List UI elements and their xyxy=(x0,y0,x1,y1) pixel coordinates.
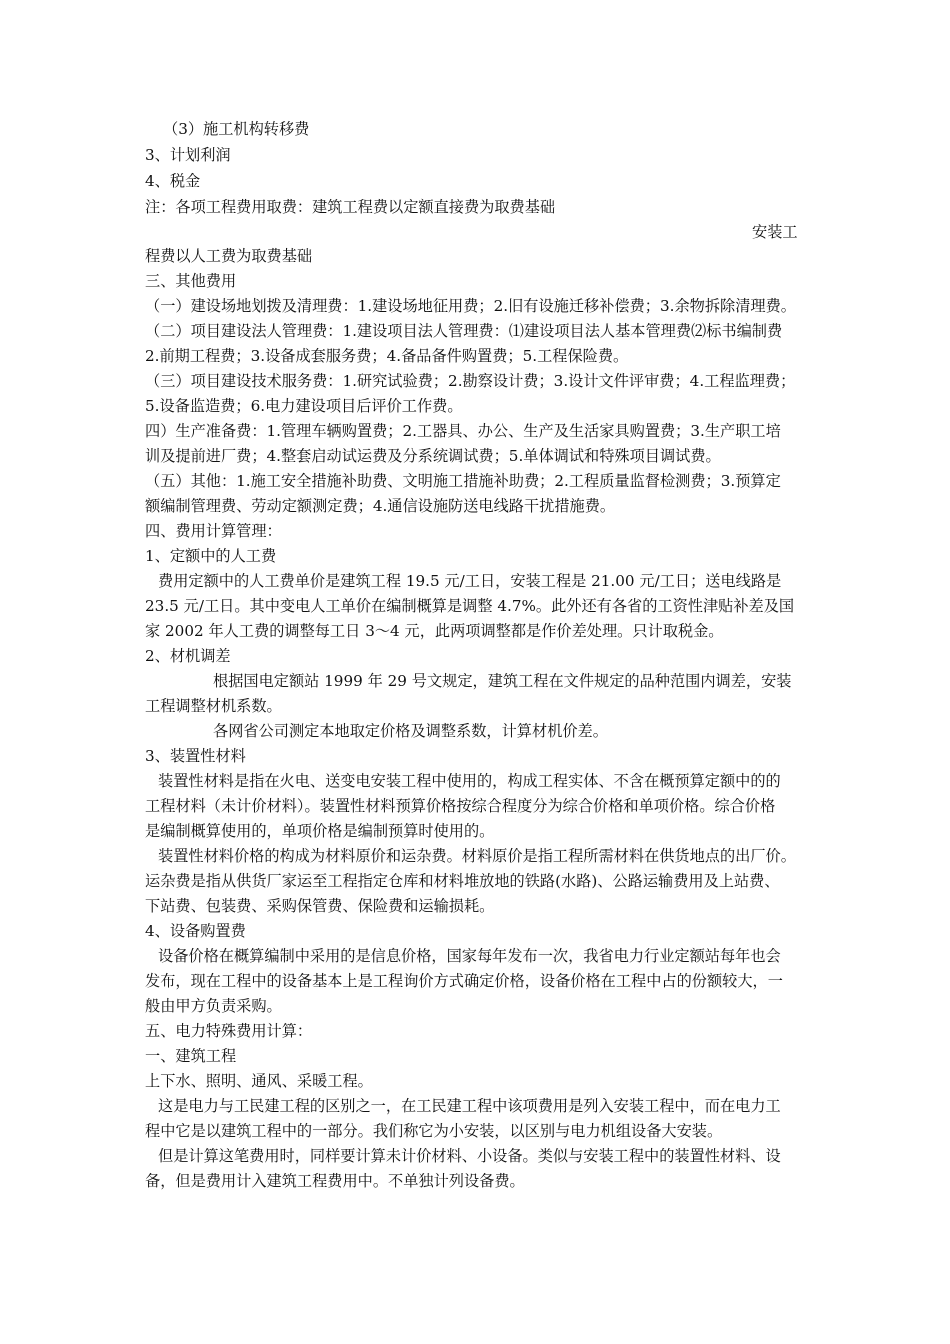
paragraph-line: 下站费、包装费、采购保管费、保险费和运输损耗。 xyxy=(145,897,495,915)
paragraph-line: 程中它是以建筑工程中的一部分。我们称它为小安装，以区别与电力机组设备大安装。 xyxy=(145,1122,723,1140)
paragraph-line: 家 2002 年人工费的调整每工日 3～4 元，此两项调整都是作价差处理。只计取税金。 xyxy=(145,622,724,640)
section-heading: 4、税金 xyxy=(145,172,201,190)
text-line: （二）项目建设法人管理费：1.建设项目法人管理费：⑴建设项目法人基本管理费⑵标书编制费 xyxy=(145,322,783,340)
text-line: （三）项目建设技术服务费：1.研究试验费；2.勘察设计费；3.设计文件评审费；4.工程监理费； xyxy=(145,372,796,390)
paragraph-line: 各网省公司测定本地取定价格及调整系数，计算材机价差。 xyxy=(213,722,608,740)
note-line-continued: 安装工 xyxy=(752,223,798,241)
section-heading: 五、电力特殊费用计算： xyxy=(145,1022,313,1040)
paragraph-line: 发布，现在工程中的设备基本上是工程询价方式确定价格，设备价格在工程中占的份额较大，一 xyxy=(145,972,783,990)
paragraph-line: 备，但是费用计入建筑工程费用中。不单独计列设备费。 xyxy=(145,1172,525,1190)
text-line: 5.设备监造费；6.电力建设项目后评价工作费。 xyxy=(145,397,463,415)
section-heading: 三、其他费用 xyxy=(145,272,237,290)
section-heading: 3、计划利润 xyxy=(145,146,231,164)
paragraph-line: 根据国电定额站 1999 年 29 号文规定，建筑工程在文件规定的品种范围内调差，安装 xyxy=(213,672,792,690)
paragraph-line: 工程材料（未计价材料）。装置性材料预算价格按综合程度分为综合价格和单项价格。综合价格 xyxy=(145,797,776,815)
paragraph-line: 装置性材料价格的构成为材料原价和运杂费。材料原价是指工程所需材料在供货地点的出厂价。 xyxy=(158,847,796,865)
text-line: 额编制管理费、劳动定额测定费；4.通信设施防送电线路干扰措施费。 xyxy=(145,497,616,515)
section-heading: 四、费用计算管理： xyxy=(145,522,282,540)
paragraph-line: 般由甲方负责采购。 xyxy=(145,997,282,1015)
paragraph-line: 费用定额中的人工费单价是建筑工程 19.5 元/工日，安装工程是 21.00 元/工日；送电线路是 xyxy=(158,572,782,590)
paragraph-line: 是编制概算使用的，单项价格是编制预算时使用的。 xyxy=(145,822,495,840)
subsection-heading: 3、装置性材料 xyxy=(145,747,246,765)
text-line: 训及提前进厂费；4.整套启动试运费及分系统调试费；5.单体调试和特殊项目调试费。 xyxy=(145,447,721,465)
subsection-heading: 1、定额中的人工费 xyxy=(145,547,277,565)
text-line: （3）施工机构转移费 xyxy=(163,120,310,138)
text-line: 2.前期工程费；3.设备成套服务费；4.备品备件购置费；5.工程保险费。 xyxy=(145,347,629,365)
text-line: 上下水、照明、通风、采暖工程。 xyxy=(145,1072,373,1090)
paragraph-line: 工程调整材机系数。 xyxy=(145,697,282,715)
paragraph-line: 设备价格在概算编制中采用的是信息价格，国家每年发布一次，我省电力行业定额站每年也会 xyxy=(158,947,781,965)
paragraph-line: 这是电力与工民建工程的区别之一，在工民建工程中该项费用是列入安装工程中，而在电力工 xyxy=(158,1097,781,1115)
subsection-heading: 4、设备购置费 xyxy=(145,922,246,940)
paragraph-line: 但是计算这笔费用时，同样要计算未计价材料、小设备。类似与安装工程中的装置性材料、设 xyxy=(158,1147,781,1165)
paragraph-line: 装置性材料是指在火电、送变电安装工程中使用的，构成工程实体、不含在概预算定额中的的 xyxy=(158,772,781,790)
text-line: 四）生产准备费：1.管理车辆购置费；2.工器具、办公、生产及生活家具购置费；3.生产职工培 xyxy=(145,422,781,440)
text-line: （一）建设场地划拨及清理费：1.建设场地征用费；2.旧有设施迁移补偿费；3.余物拆除清理费。 xyxy=(145,297,796,315)
note-line: 程费以人工费为取费基础 xyxy=(145,247,313,265)
paragraph-line: 23.5 元/工日。其中变电人工单价在编制概算是调整 4.7%。此外还有各省的工资性津贴补差及国 xyxy=(145,597,795,615)
paragraph-line: 运杂费是指从供货厂家运至工程指定仓库和材料堆放地的铁路(水路)、公路运输费用及上站费、 xyxy=(145,872,780,890)
note-line: 注：各项工程费用取费：建筑工程费以定额直接费为取费基础 xyxy=(145,198,556,216)
subsection-heading: 一、建筑工程 xyxy=(145,1047,237,1065)
subsection-heading: 2、材机调差 xyxy=(145,647,231,665)
text-line: （五）其他：1.施工安全措施补助费、文明施工措施补助费；2.工程质量监督检测费；3.预算定 xyxy=(145,472,781,490)
